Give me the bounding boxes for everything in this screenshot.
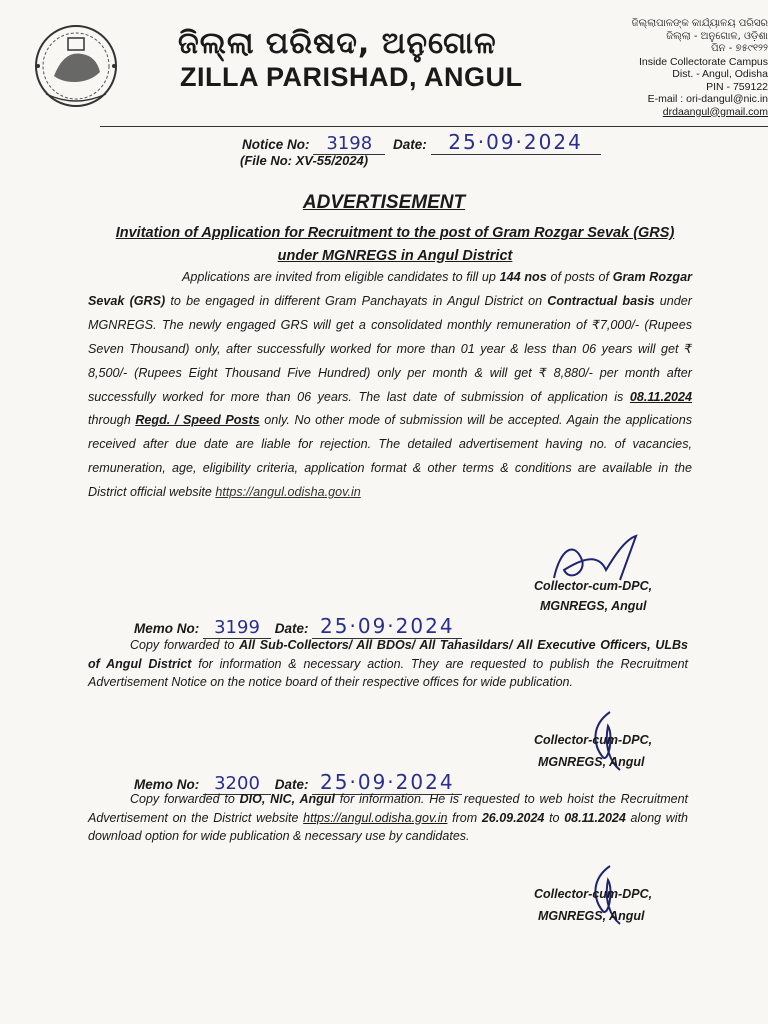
address-line: Dist. - Angul, Odisha: [672, 68, 768, 80]
notice-number: 3198: [313, 133, 385, 155]
post-mode: Regd. / Speed Posts: [135, 413, 260, 428]
signatory-line-1: Collector-cum-DPC,: [534, 887, 653, 901]
file-number: (File No: XV-55/2024): [240, 153, 369, 168]
signatory-line-2: MGNREGS, Angul: [540, 599, 647, 613]
memo2-recipient: DIO, NIC, Angul: [239, 792, 335, 806]
memo2-date-label: Date:: [274, 777, 309, 792]
office-title-english: ZILLA PARISHAD, ANGUL: [180, 62, 523, 92]
memo1-body: [88, 636, 688, 692]
body-text: to: [544, 810, 565, 825]
address-line: Inside Collectorate Campus: [639, 55, 768, 68]
body-text: along with download option for wide publication & necessary use by candidates.: [88, 810, 688, 843]
notice-date-label: Date:: [393, 137, 427, 152]
notice-label: Notice No:: [242, 137, 310, 152]
last-date: 08.11.2024: [629, 389, 692, 404]
memo1-number: 3199: [203, 617, 271, 639]
address-line: E-mail : ori-dangul@nic.in: [647, 93, 768, 105]
memo2-body: [88, 790, 688, 846]
memo2-number: 3200: [203, 773, 271, 795]
signatory-line-1: Collector-cum-DPC,: [534, 733, 653, 747]
hosting-to-date: 08.11.2024: [564, 810, 626, 825]
body-text: from: [447, 810, 482, 825]
address-line: ଜିଲ୍ଲାପାଳଙ୍କ କାର୍ଯ୍ୟାଳୟ ପରିସର: [631, 18, 768, 29]
advertisement-heading: ADVERTISEMENT: [302, 192, 466, 213]
header-divider: [100, 126, 768, 127]
memo1-label: Memo No:: [134, 621, 200, 636]
contract-basis: Contractual basis: [547, 293, 655, 308]
body-text: of posts of: [546, 270, 613, 284]
address-line: ପିନ - ୭୫୯୧୨୨: [711, 43, 768, 54]
memo2-date: 25·09·2024: [312, 770, 462, 795]
memo1-date: 25·09·2024: [312, 614, 462, 639]
body-text: Copy forwarded to: [130, 638, 240, 652]
body-text: for information. He is requested to web hoist the Recruitment Advertisement on the District website: [88, 792, 689, 825]
body-text: Applications are invited from eligible candidates to fill up: [182, 270, 500, 284]
posts-count: 144 nos: [499, 270, 547, 284]
website-link[interactable]: https://angul.odisha.gov.in: [303, 810, 448, 825]
body-text: to be engaged in different Gram Panchayats in Angul District on: [165, 293, 548, 308]
signatory-line-2: MGNREGS, Angul: [538, 755, 645, 769]
body-text: for information & necessary action. They are requested to publish the Recruitment Advertisement Notice on the notice board of their respective offices for wide publication.: [88, 656, 688, 689]
hosting-from-date: 26.09.2024: [481, 810, 545, 825]
address-line: PIN - 759122: [706, 80, 768, 93]
notice-date: 25·09·2024: [431, 130, 601, 155]
memo1-recipients: All Sub-Collectors/ All BDOs/ All Tahasildars/ All Executive Officers, ULBs of Angul District: [88, 638, 689, 671]
body-text: Copy forwarded to: [130, 792, 240, 806]
post-name: Gram Rozgar Sevak (GRS): [88, 270, 692, 308]
notice-number-line: [242, 130, 601, 155]
body-text: under MGNREGS. The newly engaged GRS will get a consolidated monthly remuneration of ₹7,000/- (Rupees Seven Thousand) only, after successfully worked for more than 01 year & less than 06 years will get ₹ 8,500/- (Rupees Eight Thousand Five Hundred) only per month & will get ₹ 8,880/- per month after successfully worked for more than 06 years. The last date of submission of application is: [88, 293, 692, 404]
advertisement-body: [88, 266, 692, 505]
body-text: through: [88, 413, 136, 428]
address-line: ଜିଲ୍ଲା - ଅନୁଗୋଳ, ଓଡ଼ିଶା: [666, 30, 768, 42]
body-text: only. No other mode of submission will be accepted. Again the applications received after due date are liable for rejection. The detailed advertisement having no. of vacancies, remuneration, age, eligibility criteria, application format & other terms & conditions are available in the District official website: [88, 413, 692, 500]
signatory-line-2: MGNREGS, Angul: [538, 909, 645, 923]
invitation-title: Invitation of Application for Recruitment to the post of Gram Rozgar Sevak (GRS) under MGNREGS in Angul District: [115, 225, 675, 264]
website-link[interactable]: https://angul.odisha.gov.in: [215, 485, 361, 500]
memo1-date-label: Date:: [274, 621, 309, 636]
signatory-line-1: Collector-cum-DPC,: [534, 579, 653, 593]
office-title-odia: ଜିଲ୍ଲା ପରିଷଦ, ଅନୁଗୋଳ: [178, 26, 497, 61]
office-address: [596, 18, 768, 118]
emblem-seal: [24, 20, 128, 112]
memo2-label: Memo No:: [134, 777, 200, 792]
address-line: drdaangul@gmail.com: [662, 105, 768, 118]
